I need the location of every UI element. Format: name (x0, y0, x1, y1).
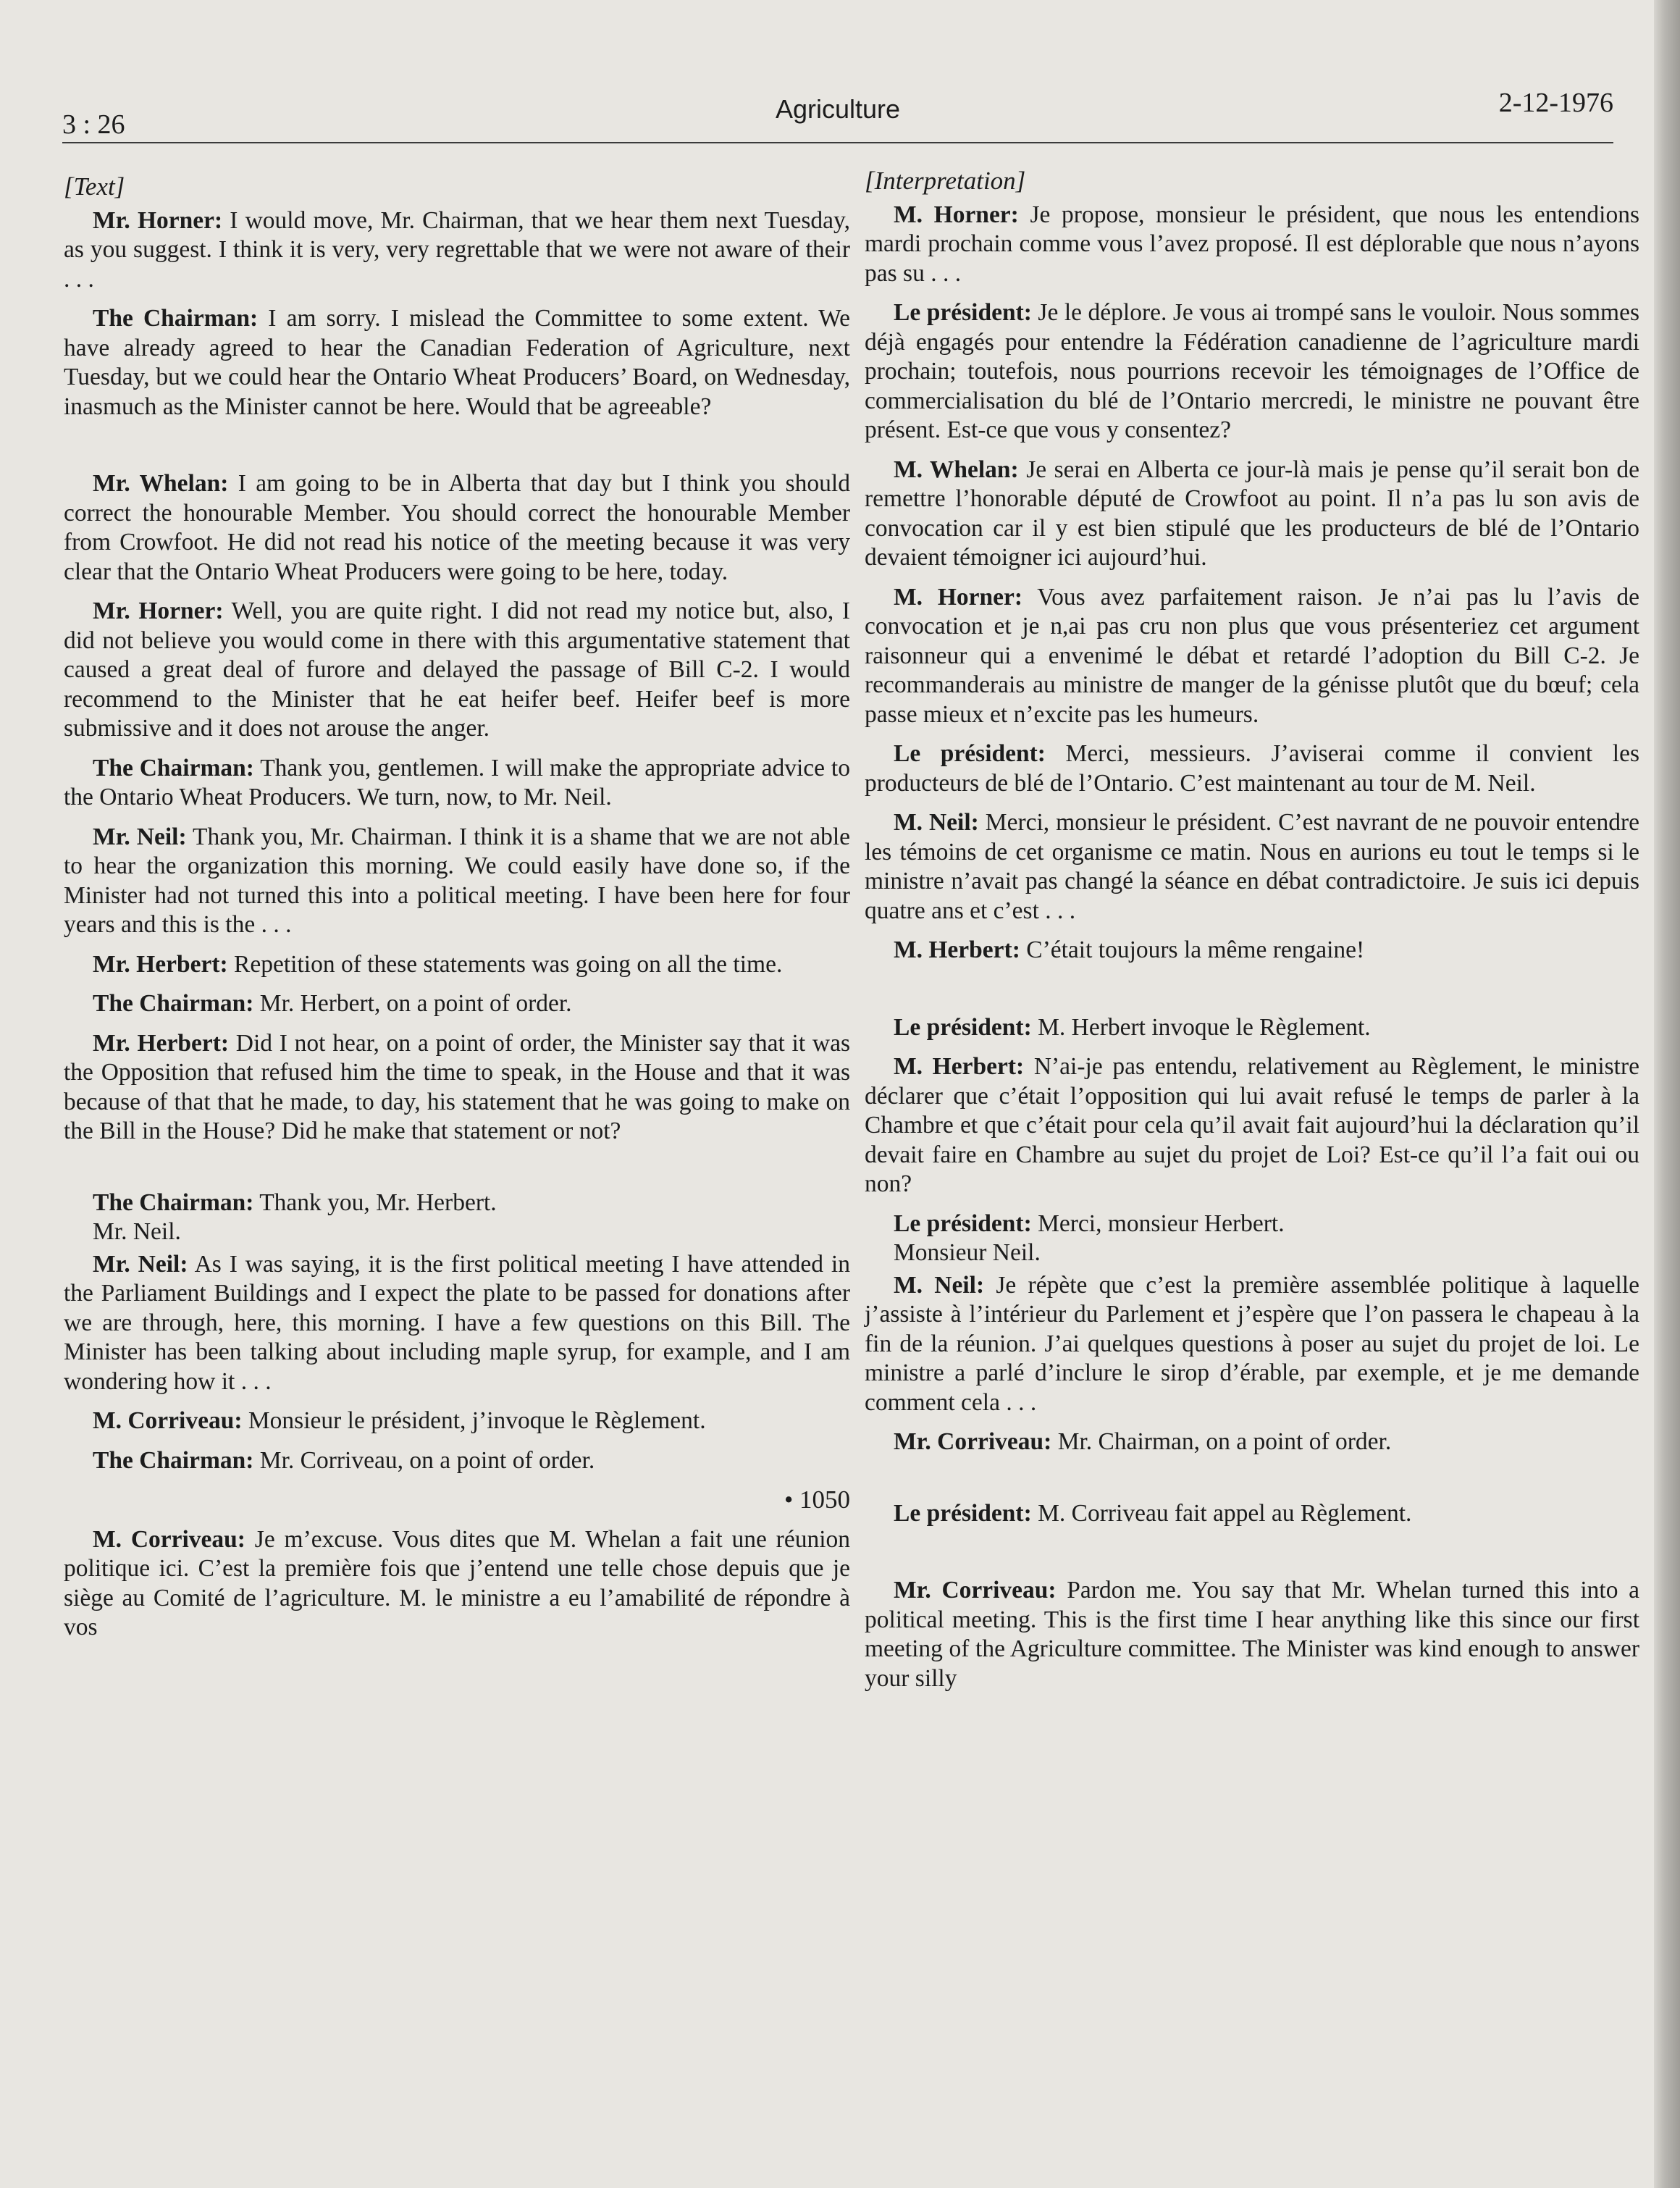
speaker-name: The Chairman: (93, 1189, 254, 1216)
speech-text: Merci, monsieur le président. C’est navrant de ne pouvoir entendre les témoins de cet organisme ce matin. Nous en aurions eu tout le temps si le ministre n’avait pas changé la séance en débat contradictoire. Je suis ici depuis quatre ans et c’est . . . (865, 809, 1639, 924)
paragraph (64, 1446, 850, 1476)
speaker-name: Le président: (894, 740, 1046, 767)
speech-text: Merci, monsieur Herbert. (1031, 1210, 1285, 1237)
speech-text: Well, you are quite right. I did not read my notice but, also, I did not believe you would come in there with this argumentative statement that caused a great deal of furore and delayed the passage of Bill C-2. I would recommend to the Minister that he eat heifer beef. Heifer beef is more submissive and it does not arouse the anger. (64, 598, 850, 742)
speech-text: As I was saying, it is the first political meeting I have attended in the Parliament Buildings and I expect the plate to be passed for donations after we are through, here, this morning. I have a few questions on this Bill. The Minister has been talking about including maple syrup, for example, and I am wondering how it . . . (64, 1250, 850, 1395)
paragraph (64, 597, 850, 744)
speaker-name: Le président: (894, 1210, 1032, 1237)
speech-text: Je le déplore. Je vous ai trompé sans le vouloir. Nous sommes déjà engagés pour entendre la Fédération canadienne de l’agriculture mardi prochain; toutefois, nous pourrions recevoir les témoignages de l’Office de commercialisation du blé de l’Ontario mercredi, le ministre ne pouvant être présent. Est-ce que vous y consentez? (865, 299, 1639, 443)
paragraph (64, 823, 850, 940)
page-header (62, 81, 1613, 143)
paragraph (64, 1250, 850, 1397)
speaker-name: M. Neil: (894, 1271, 985, 1299)
speaker-name: M. Herbert: (894, 1053, 1025, 1080)
speaker-name: M. Whelan: (894, 456, 1019, 483)
paragraph (64, 1189, 850, 1218)
time-marker: • 1050 (784, 1485, 850, 1514)
speech-text: C’était toujours la même rengaine! (1020, 936, 1365, 963)
speaker-name: Mr. Corriveau: (894, 1428, 1052, 1455)
speaker-name: M. Horner: (894, 201, 1019, 228)
section-label-text: [Text] (64, 172, 125, 201)
speaker-name: M. Corriveau: (93, 1525, 245, 1553)
speaker-name: M. Corriveau: (93, 1407, 243, 1434)
speech-text: Mr. Herbert, on a point of order. (253, 990, 572, 1017)
speech-text: Mr. Chairman, on a point of order. (1051, 1428, 1392, 1455)
paragraph (865, 1210, 1639, 1239)
speaker-name: Mr. Neil: (93, 1250, 188, 1278)
speech-text: M. Corriveau fait appel au Règlement. (1031, 1499, 1412, 1527)
paragraph (865, 298, 1639, 445)
paragraph (865, 201, 1639, 289)
speech-text: Je serai en Alberta ce jour-là mais je pense qu’il serait bon de remettre l’honorable député de Crowfoot au point. Il n’a pas lu son avis de convocation car il y est bien stipulé que les producteurs de blé de l’Ontario devaient témoigner ici aujourd’hui. (865, 456, 1640, 571)
speaker-name: M. Neil: (894, 809, 979, 836)
speaker-name: Mr. Horner: (93, 206, 223, 234)
speaker-name: The Chairman: (93, 754, 254, 781)
paragraph (64, 1029, 850, 1147)
speech-text: Je répète que c’est la première assemblée politique à laquelle j’assiste à l’intérieur du Parlement et j’espère que l’on passera le chapeau à la fin de la réunion. J’ai quelques questions à poser au sujet du projet de loi. Le ministre a parlé d’inclure le sirop d’érable, par exemple, et je me demande comment cela . . . (865, 1271, 1640, 1416)
speech-text: M. Herbert invoque le Règlement. (1031, 1013, 1371, 1041)
speech-text: Thank you, Mr. Herbert. (253, 1189, 497, 1216)
speaker-name: M. Herbert: (894, 936, 1020, 963)
paragraph (64, 950, 850, 980)
speaker-name: Mr. Horner: (93, 598, 224, 624)
paragraph (64, 206, 850, 295)
speech-text: Monsieur Neil. (894, 1239, 1041, 1266)
speaker-name: Le président: (894, 1013, 1032, 1041)
speech-text: N’ai-je pas entendu, relativement au Règlement, le ministre déclarer que c’était l’opposition qui lui avait refusé le temps de parler à la Chambre et que c’était pour cela qu’il avait fait aujourd’hui la déclaration qu’il devait faire en Chambre au sujet du projet de Loi? Est-ce qu’il l’a fait oui ou non? (865, 1053, 1639, 1197)
speech-text: Did I not hear, on a point of order, the Minister say that it was the Opposition that refused him the time to speak, in the House and that it was because of that that he made, to day, his statement that he was going to make on the Bill in the House? Did he make that statement or not? (64, 1029, 851, 1144)
paragraph (865, 808, 1639, 926)
speaker-name: Le président: (894, 1499, 1032, 1527)
paragraph (64, 754, 850, 813)
speech-text: Mr. Corriveau, on a point of order. (253, 1446, 595, 1474)
speech-text: Je propose, monsieur le président, que nous les entendions mardi prochain comme vous l’avez proposé. Il est déplorable que nous n’ayons pas su . . . (865, 201, 1639, 287)
paragraph (865, 456, 1639, 573)
paragraph (64, 989, 850, 1019)
speaker-name: Le président: (894, 299, 1032, 326)
paragraph (865, 1238, 1639, 1268)
speaker-name: M. Horner: (894, 583, 1023, 611)
speaker-name: Mr. Whelan: (93, 470, 229, 497)
speech-text: Merci, messieurs. J’aviserai comme il convient les producteurs de blé de l’Ontario. C’est maintenant au tour de M. Neil. (865, 740, 1639, 797)
speaker-name: Mr. Herbert: (93, 950, 228, 978)
speaker-name: Mr. Corriveau: (894, 1577, 1057, 1604)
paragraph (865, 739, 1639, 798)
paragraph (865, 936, 1639, 965)
speech-text: Monsieur le président, j’invoque le Règlement. (242, 1407, 706, 1434)
speaker-name: The Chairman: (93, 305, 259, 332)
speech-text: I am going to be in Alberta that day but I think you should correct the honourable Member. You should correct the honourable Member from Crowfoot. He did not read his notice of the meeting because it was very clear that the Ontario Wheat Producers were going to be here, today. (64, 470, 850, 585)
page-number: 3 : 26 (62, 109, 125, 140)
speech-text: Repetition of these statements was going on all the time. (227, 950, 783, 978)
paragraph (865, 583, 1639, 730)
speech-text: Mr. Neil. (93, 1218, 181, 1245)
speaker-name: The Chairman: (93, 1446, 254, 1474)
paragraph (64, 469, 850, 587)
binding-edge (1654, 0, 1680, 2188)
speech-text: Je m’excuse. Vous dites que M. Whelan a fait une réunion politique ici. C’est la première fois que j’entend une telle chose depuis que je siège au Comité de l’agriculture. M. le ministre a eu l’amabilité de répondre à vos (64, 1525, 851, 1640)
speaker-name: The Chairman: (93, 990, 254, 1017)
paragraph (865, 1576, 1639, 1693)
speech-text: Thank you, gentlemen. I will make the appropriate advice to the Ontario Wheat Producers. We turn, now, to Mr. Neil. (64, 754, 850, 810)
paragraph (865, 1499, 1639, 1529)
speech-text: Thank you, Mr. Chairman. I think it is a shame that we are not able to hear the organization this morning. We could easily have done so, if the Minister had not turned this into a political meeting. I have been here for four years and this is the . . . (64, 823, 850, 938)
section-label-interpretation: [Interpretation] (865, 167, 1026, 195)
paragraph (865, 1052, 1639, 1199)
interpretation-column (865, 167, 1639, 1703)
session-date: 2-12-1976 (1498, 88, 1613, 118)
paragraph (865, 1271, 1639, 1418)
speaker-name: Mr. Neil: (93, 823, 187, 850)
speaker-name: Mr. Herbert: (93, 1029, 230, 1057)
paragraph (865, 1013, 1639, 1043)
paragraph (64, 304, 850, 422)
paragraph (64, 1407, 850, 1436)
english-column (64, 172, 850, 1653)
paragraph (64, 1217, 850, 1247)
speech-text: Vous avez parfaitement raison. Je n’ai pas lu l’avis de convocation et je n,ai pas cru non plus que vous présenteriez cet argument raisonneur qui a envenimé le débat et retardé l’adoption du Bill C-2. Je recommanderais au ministre de manger de la génisse plutôt que du bœuf; cela passe mieux et n’excite pas les humeurs. (865, 583, 1640, 728)
running-title: Agriculture (775, 94, 901, 124)
speech-text: I would move, Mr. Chairman, that we hear them next Tuesday, as you suggest. I think it is very, very regrettable that we were not aware of their . . . (64, 206, 850, 293)
speech-text: I am sorry. I mislead the Committee to some extent. We have already agreed to hear the Canadian Federation of Agriculture, next Tuesday, but we could hear the Ontario Wheat Producers’ Board, on Wednesday, inasmuch as the Minister cannot be here. Would that be agreeable? (64, 305, 850, 420)
paragraph (64, 1525, 850, 1643)
paragraph (865, 1428, 1639, 1457)
speech-text: Pardon me. You say that Mr. Whelan turned this into a political meeting. This is the first time I hear anything like this since our first meeting of the Agriculture committee. The Minister was kind enough to answer your silly (865, 1577, 1639, 1692)
